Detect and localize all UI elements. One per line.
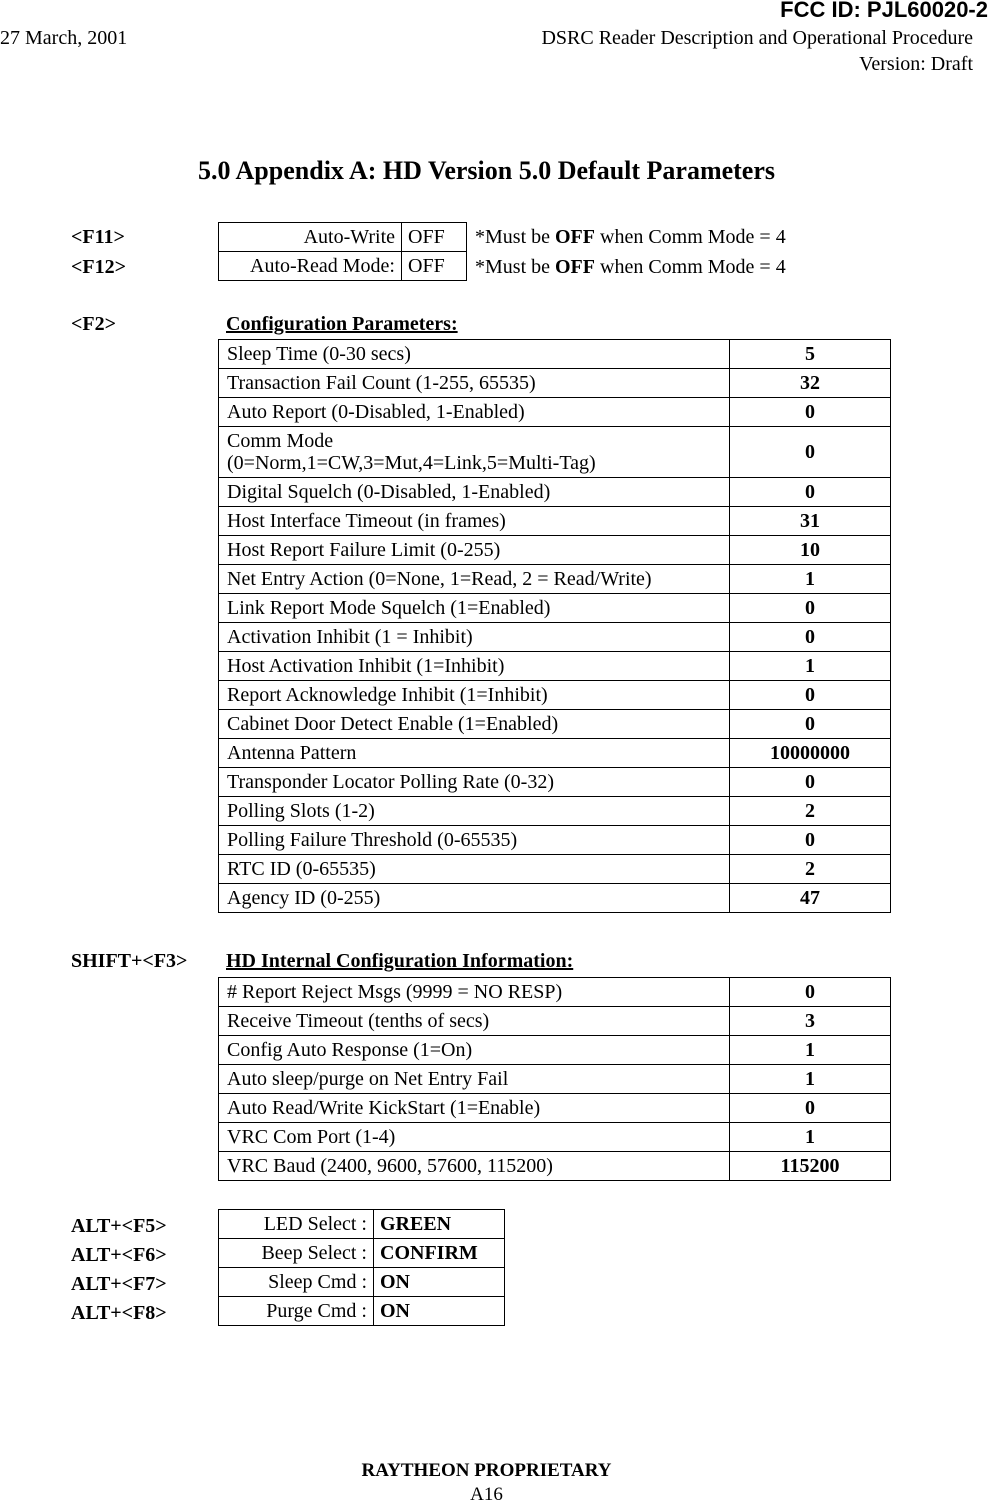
param-value: 0	[730, 478, 891, 507]
param-value: 0	[730, 826, 891, 855]
param-value: 2	[730, 797, 891, 826]
param-value: 0	[730, 594, 891, 623]
param-label: Net Entry Action (0=None, 1=Read, 2 = Read/Write)	[219, 565, 730, 594]
param-label: Host Interface Timeout (in frames)	[219, 507, 730, 536]
table-row	[219, 223, 467, 252]
table-row	[219, 710, 891, 739]
beep-select-value: CONFIRM	[374, 1239, 505, 1268]
led-select-label: LED Select :	[219, 1210, 374, 1239]
param-label: Cabinet Door Detect Enable (1=Enabled)	[219, 710, 730, 739]
header-doc-title: DSRC Reader Description and Operational Procedure	[541, 27, 973, 49]
table-row	[219, 1152, 891, 1181]
table-row	[219, 652, 891, 681]
param-label: RTC ID (0-65535)	[219, 855, 730, 884]
f11-key: <F11>	[71, 226, 125, 248]
param-value: 10	[730, 536, 891, 565]
param-label: Auto Report (0-Disabled, 1-Enabled)	[219, 398, 730, 427]
param-value: 47	[730, 884, 891, 913]
table-row	[219, 1297, 505, 1326]
table-row	[219, 855, 891, 884]
table-row	[219, 797, 891, 826]
footer-proprietary: RAYTHEON PROPRIETARY	[361, 1460, 612, 1481]
table-row	[219, 1123, 891, 1152]
param-value: 2	[730, 855, 891, 884]
table-row	[219, 623, 891, 652]
table-row	[219, 1268, 505, 1297]
param-label: VRC Baud (2400, 9600, 57600, 115200)	[219, 1152, 730, 1181]
table-row	[219, 826, 891, 855]
param-value: 0	[730, 978, 891, 1007]
param-value: 5	[730, 340, 891, 369]
param-value: 3	[730, 1007, 891, 1036]
auto-read-label: Auto-Read Mode:	[219, 252, 402, 281]
param-value: 31	[730, 507, 891, 536]
param-value: 0	[730, 427, 891, 478]
param-value: 32	[730, 369, 891, 398]
table-row	[219, 507, 891, 536]
param-label: Agency ID (0-255)	[219, 884, 730, 913]
table-row	[219, 681, 891, 710]
param-label: Transponder Locator Polling Rate (0-32)	[219, 768, 730, 797]
config-table	[218, 339, 891, 913]
param-value: 115200	[730, 1152, 891, 1181]
table-row	[219, 536, 891, 565]
purge-cmd-label: Purge Cmd :	[219, 1297, 374, 1326]
param-label: Transaction Fail Count (1-255, 65535)	[219, 369, 730, 398]
param-value: 0	[730, 768, 891, 797]
purge-cmd-value: ON	[374, 1297, 505, 1326]
table-row	[219, 565, 891, 594]
alt-table	[218, 1209, 505, 1326]
param-label: Digital Squelch (0-Disabled, 1-Enabled)	[219, 478, 730, 507]
param-label: Sleep Time (0-30 secs)	[219, 340, 730, 369]
param-value: 1	[730, 1065, 891, 1094]
param-label: Host Activation Inhibit (1=Inhibit)	[219, 652, 730, 681]
param-value: 1	[730, 652, 891, 681]
fcc-id: FCC ID: PJL60020-2	[780, 0, 988, 22]
param-label: Comm Mode (0=Norm,1=CW,3=Mut,4=Link,5=Multi-Tag)	[219, 427, 730, 478]
table-row	[219, 369, 891, 398]
sleep-cmd-label: Sleep Cmd :	[219, 1268, 374, 1297]
f12-note: *Must be OFF when Comm Mode = 4	[475, 256, 786, 278]
table-row	[219, 1007, 891, 1036]
param-label: Antenna Pattern	[219, 739, 730, 768]
table-row	[219, 1065, 891, 1094]
table-row	[219, 252, 467, 281]
table-row	[219, 1239, 505, 1268]
param-value: 10000000	[730, 739, 891, 768]
param-value: 0	[730, 1094, 891, 1123]
param-label: Auto sleep/purge on Net Entry Fail	[219, 1065, 730, 1094]
f12-key: <F12>	[71, 256, 127, 278]
param-label: Host Report Failure Limit (0-255)	[219, 536, 730, 565]
auto-write-label: Auto-Write	[219, 223, 402, 252]
config-heading: Configuration Parameters:	[226, 313, 458, 335]
table-row	[219, 427, 891, 478]
shift-f3-key: SHIFT+<F3>	[71, 950, 188, 972]
sleep-cmd-value: ON	[374, 1268, 505, 1297]
beep-select-label: Beep Select :	[219, 1239, 374, 1268]
param-label: Report Acknowledge Inhibit (1=Inhibit)	[219, 681, 730, 710]
table-row	[219, 768, 891, 797]
led-select-value: GREEN	[374, 1210, 505, 1239]
table-row	[219, 340, 891, 369]
table-row	[219, 398, 891, 427]
table-row	[219, 978, 891, 1007]
param-value: 0	[730, 681, 891, 710]
table-row	[219, 884, 891, 913]
header-version: Version: Draft	[859, 53, 973, 75]
internal-heading: HD Internal Configuration Information:	[226, 950, 574, 972]
footer-page-number: A16	[470, 1484, 503, 1505]
auto-mode-table	[218, 222, 467, 281]
auto-read-value: OFF	[402, 252, 467, 281]
param-label: Activation Inhibit (1 = Inhibit)	[219, 623, 730, 652]
alt-f7-key: ALT+<F7>	[71, 1273, 167, 1295]
param-value: 0	[730, 623, 891, 652]
param-value: 0	[730, 398, 891, 427]
table-row	[219, 739, 891, 768]
param-value: 1	[730, 1036, 891, 1065]
alt-f6-key: ALT+<F6>	[71, 1244, 167, 1266]
param-label: Receive Timeout (tenths of secs)	[219, 1007, 730, 1036]
param-value: 1	[730, 1123, 891, 1152]
param-label: # Report Reject Msgs (9999 = NO RESP)	[219, 978, 730, 1007]
table-row	[219, 1210, 505, 1239]
f2-key: <F2>	[71, 313, 117, 335]
alt-f8-key: ALT+<F8>	[71, 1302, 167, 1324]
internal-table	[218, 977, 891, 1181]
param-label: Link Report Mode Squelch (1=Enabled)	[219, 594, 730, 623]
auto-write-value: OFF	[402, 223, 467, 252]
page-title: 5.0 Appendix A: HD Version 5.0 Default Parameters	[197, 156, 776, 185]
table-row	[219, 1094, 891, 1123]
alt-f5-key: ALT+<F5>	[71, 1215, 167, 1237]
param-value: 0	[730, 710, 891, 739]
param-label: VRC Com Port (1-4)	[219, 1123, 730, 1152]
param-label: Auto Read/Write KickStart (1=Enable)	[219, 1094, 730, 1123]
header-date: 27 March, 2001	[0, 27, 128, 49]
f11-note: *Must be OFF when Comm Mode = 4	[475, 226, 786, 248]
table-row	[219, 594, 891, 623]
param-value: 1	[730, 565, 891, 594]
table-row	[219, 1036, 891, 1065]
table-row	[219, 478, 891, 507]
param-label: Polling Failure Threshold (0-65535)	[219, 826, 730, 855]
param-label: Config Auto Response (1=On)	[219, 1036, 730, 1065]
param-label: Polling Slots (1-2)	[219, 797, 730, 826]
